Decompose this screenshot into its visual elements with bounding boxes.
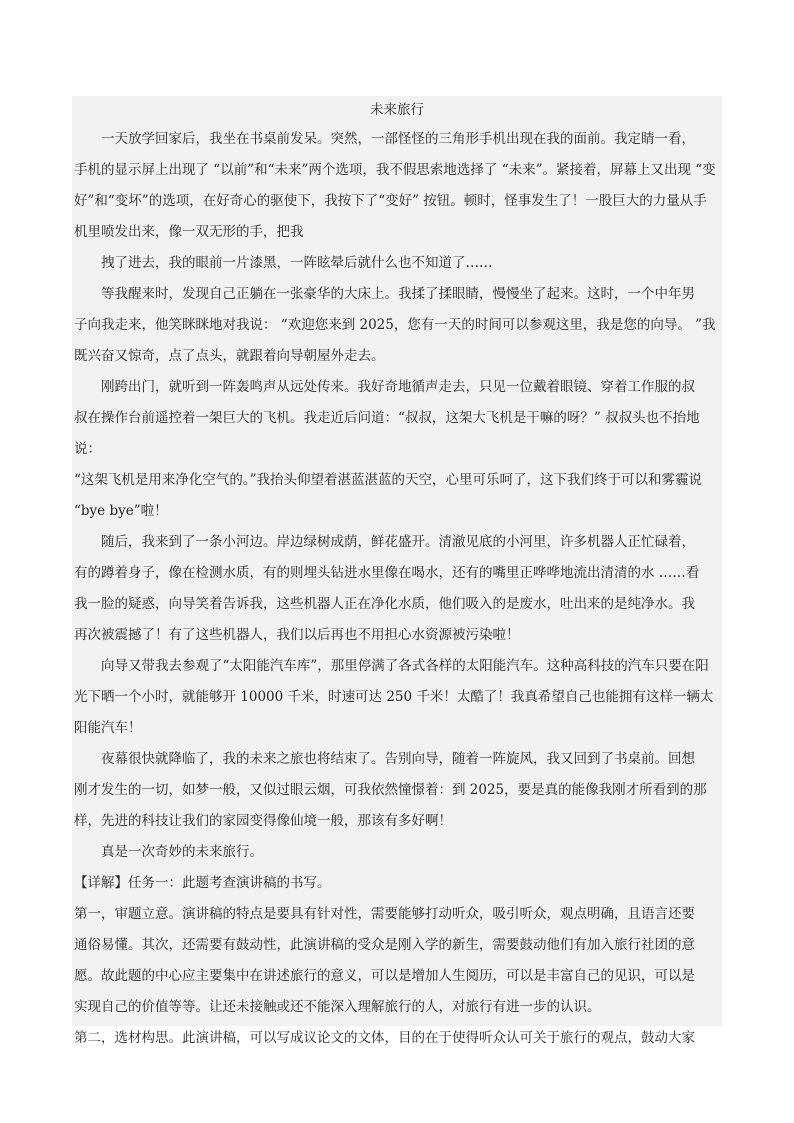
document-page: [72, 96, 722, 1046]
paragraph-line: 一天放学回家后，我坐在书桌前发呆。突然，一部怪怪的三角形手机出现在我的面前。我定睛一看，: [101, 131, 695, 147]
paragraph-line: 好”和“变坏”的选项，在好奇心的驱使下，我按下了“变好” 按钮。顿时，怪事发生了！一股巨大的力量从手: [74, 193, 707, 209]
paragraph-line: 样，先进的科技让我们的家园变得像仙境一般，那该有多好啊！: [74, 813, 452, 829]
paragraph-line: 实现自己的价值等等。让还未接触或还不能深入理解旅行的人，对旅行有进一步的认识。: [74, 999, 601, 1015]
paragraph-line: 我一脸的疑惑，向导笑着告诉我，这些机器人正在净化水质，他们吸入的是废水，吐出来的是纯净水。我: [74, 596, 695, 612]
paragraph-line: 手机的显示屏上出现了 “以前”和“未来”两个选项，我不假思索地选择了 “未来”。紧接着，屏幕上又出现 “变: [74, 162, 716, 178]
paragraph-line: 真是一次奇妙的未来旅行。: [101, 844, 263, 860]
paragraph-line: 等我醒来时，发现自己正躺在一张豪华的大床上。我揉了揉眼睛，慢慢坐了起来。这时，一个中年男: [101, 286, 695, 302]
paragraph-line: 有的蹲着身子，像在检测水质，有的则埋头钻进水里像在喝水，还有的嘴里正哗哗地流出清清的水 ……看: [74, 565, 700, 581]
paragraph-line: 第一，审题立意。演讲稿的特点是要具有针对性，需要能够打动听众，吸引听众，观点明确，且语言还要: [74, 906, 695, 922]
paragraph-line: 再次被震撼了！有了这些机器人，我们以后再也不用担心水资源被污染啦！: [74, 627, 520, 643]
essay-title: 未来旅行: [370, 102, 424, 118]
paragraph-line: 拽了进去，我的眼前一片漆黑，一阵眩晕后就什么也不知道了……: [101, 255, 493, 271]
paragraph-line: 夜幕很快就降临了，我的未来之旅也将结束了。告别向导，随着一阵旋风，我又回到了书桌前。回想: [101, 751, 695, 767]
paragraph-line: 刚才发生的一切，如梦一般，又似过眼云烟，可我依然憧憬着：到 2025，要是真的能像我刚才所看到的那: [74, 782, 707, 798]
explanation-heading: 【详解】任务一：此题考查演讲稿的书写。: [74, 875, 331, 891]
paragraph-line: 通俗易懂。其次，还需要有鼓动性，此演讲稿的受众是刚入学的新生，需要鼓动他们有加入旅行社团的意: [74, 937, 695, 953]
paragraph-line: 既兴奋又惊奇，点了点头，就跟着向导朝屋外走去。: [74, 348, 385, 364]
paragraph-line: 机里喷发出来，像一双无形的手，把我: [74, 224, 304, 240]
paragraph-line: 随后，我来到了一条小河边。岸边绿树成荫，鲜花盛开。清澈见底的小河里，许多机器人正忙碌着，: [101, 534, 695, 550]
paragraph-line: “这架飞机是用来净化空气的。”我抬头仰望着湛蓝湛蓝的天空，心里可乐呵了，这下我们终于可以和雾霾说: [74, 472, 703, 488]
paragraph-line: 刚跨出门，就听到一阵轰鸣声从远处传来。我好奇地循声走去，只见一位戴着眼镜、穿着工作服的叔: [101, 379, 695, 395]
paragraph-line: “bye bye”啦！: [74, 503, 168, 519]
paragraph-line: 第二，选材构思。此演讲稿，可以写成议论文的文体，目的在于使得听众认可关于旅行的观点，鼓动大家: [74, 1030, 695, 1046]
paragraph-line: 向导又带我去参观了“太阳能汽车库”，那里停满了各式各样的太阳能汽车。这种高科技的汽车只要在阳: [101, 658, 709, 674]
paragraph-line: 阳能汽车！: [74, 720, 142, 736]
paragraph-line: 光下晒一个小时，就能够开 10000 千米，时速可达 250 千米！太酷了！我真希望自己也能拥有这样一辆太: [74, 689, 714, 705]
paragraph-line: 子向我走来，他笑眯眯地对我说： “欢迎您来到 2025，您有一天的时间可以参观这里，我是您的向导。 ”我: [74, 317, 716, 333]
paragraph-line: 叔在操作台前遥控着一架巨大的飞机。我走近后问道：“叔叔，这架大飞机是干嘛的呀？” 叔叔头也不抬地说：: [74, 410, 700, 457]
paragraph-line: 愿。故此题的中心应主要集中在讲述旅行的意义，可以是增加人生阅历，可以是丰富自己的见识，可以是: [74, 968, 695, 984]
